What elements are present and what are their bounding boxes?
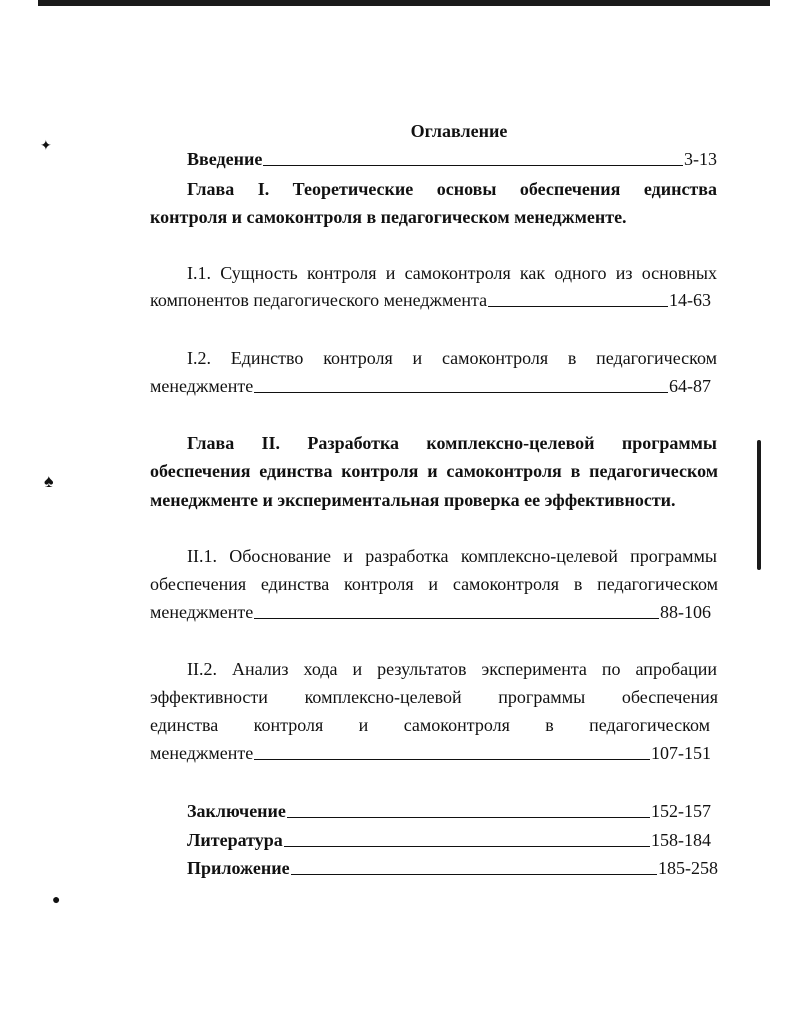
scan-speck-2: ♠ — [44, 471, 54, 491]
section-1-2-last-line: менеджменте — [150, 376, 254, 396]
scan-speck-3: ● — [52, 893, 61, 908]
section-2-2-pages: 107-151 — [651, 743, 711, 763]
scan-side-mark — [757, 440, 761, 570]
toc-intro-label: Введение — [187, 149, 263, 169]
toc-literature[interactable] — [187, 829, 711, 851]
toc-literature-pages: 158-184 — [651, 830, 711, 850]
toc-literature-label: Литература — [187, 830, 283, 850]
toc-section-1-1[interactable] — [150, 289, 711, 311]
chapter2-heading-line-1: Глава II. Разработка комплексно-целевой программы — [187, 433, 717, 453]
section-1-2-line-1: I.2. Единство контроля и самоконтроля в педагогическом — [187, 348, 717, 368]
toc-appendix-pages: 185-258 — [658, 858, 718, 878]
section-2-2-line-2: эффективности комплексно-целевой программы обеспечения — [150, 687, 718, 707]
chapter2-heading-line-3: менеджменте и экспериментальная проверка ее эффективности. — [150, 490, 676, 510]
toc-conclusion[interactable] — [187, 800, 711, 822]
toc-section-2-2[interactable] — [150, 742, 711, 764]
toc-leader — [263, 164, 683, 166]
toc-appendix-label: Приложение — [187, 858, 290, 878]
section-1-1-last-line: компонентов педагогического менеджмента — [150, 290, 488, 310]
toc-conclusion-pages: 152-157 — [651, 801, 711, 821]
section-2-1-line-1: II.1. Обоснование и разработка комплексно-целевой программы — [187, 546, 717, 566]
section-2-1-pages: 88-106 — [660, 602, 711, 622]
toc-section-1-2[interactable] — [150, 375, 711, 397]
section-1-2-pages: 64-87 — [669, 376, 711, 396]
scan-speck-1: ✦ — [40, 139, 52, 154]
chapter1-heading-line-1: Глава I. Теоретические основы обеспечения единства — [187, 179, 717, 199]
chapter1-heading-line-2: контроля и самоконтроля в педагогическом менеджменте. — [150, 207, 627, 227]
section-2-2-line-1: II.2. Анализ хода и результатов эксперимента по апробации — [187, 659, 717, 679]
toc-leader — [284, 845, 650, 847]
toc-title: Оглавление — [410, 121, 508, 141]
section-2-1-last-line: менеджменте — [150, 602, 254, 622]
section-2-2-last-line: менеджменте — [150, 743, 254, 763]
toc-leader — [254, 758, 650, 760]
section-2-2-line-3: единства контроля и самоконтроля в педагогическом — [150, 715, 710, 735]
toc-leader — [254, 391, 668, 393]
scan-top-border — [38, 0, 770, 6]
section-2-1-line-2: обеспечения единства контроля и самоконтроля в педагогическом — [150, 574, 718, 594]
toc-intro[interactable] — [187, 148, 717, 170]
toc-leader — [254, 617, 659, 619]
toc-leader — [488, 305, 668, 307]
toc-leader — [287, 816, 650, 818]
toc-leader — [291, 873, 657, 875]
toc-intro-pages: 3-13 — [684, 149, 717, 169]
toc-appendix[interactable] — [187, 857, 718, 879]
chapter2-heading-line-2: обеспечения единства контроля и самоконтроля в педагогическом — [150, 461, 718, 481]
toc-section-2-1[interactable] — [150, 601, 711, 623]
section-1-1-pages: 14-63 — [669, 290, 711, 310]
section-1-1-line-1: I.1. Сущность контроля и самоконтроля как одного из основных — [187, 263, 717, 283]
toc-conclusion-label: Заключение — [187, 801, 286, 821]
